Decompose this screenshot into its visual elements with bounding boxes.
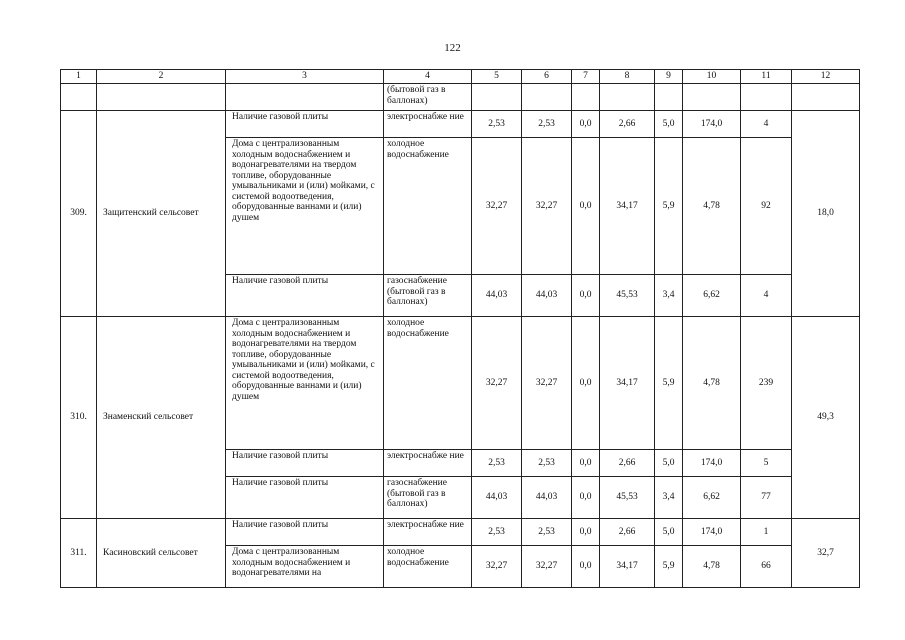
value-cell: 3,4: [655, 275, 683, 317]
value-cell: 1: [741, 519, 792, 546]
value-cell: 3,4: [655, 477, 683, 519]
group-total: 49,3: [792, 317, 860, 519]
value-cell: 2,66: [600, 519, 655, 546]
service-type-cell: (бытовой газ в баллонах): [384, 84, 472, 111]
description-cell: Наличие газовой плиты: [226, 275, 384, 317]
value-cell: 0,0: [572, 138, 600, 275]
description-cell: Дома с централизованным холодным водоснабжением и водонагревателями на твердом топливе, оборудованные умывальниками и (или) мойками, с системой водоотведения, оборудованные ваннами и (или) душем: [226, 317, 384, 450]
value-cell: 32,27: [522, 546, 572, 588]
district-name: Защитенский сельсовет: [97, 111, 226, 317]
value-cell: 2,53: [522, 450, 572, 477]
value-cell: 32,27: [472, 138, 522, 275]
service-type-cell: холодное водоснабжение: [384, 138, 472, 275]
value-cell: 6,62: [683, 477, 741, 519]
value-cell: 0,0: [572, 519, 600, 546]
value-cell: 4,78: [683, 317, 741, 450]
value-cell: 34,17: [600, 317, 655, 450]
value-cell: 2,53: [472, 450, 522, 477]
value-cell: 0,0: [572, 111, 600, 138]
value-cell: 5,0: [655, 111, 683, 138]
value-cell: 44,03: [522, 477, 572, 519]
table-row: [61, 317, 860, 450]
value-cell: 5,9: [655, 317, 683, 450]
row-number: 311.: [61, 519, 97, 588]
value-cell: 4,78: [683, 138, 741, 275]
service-type-cell: холодное водоснабжение: [384, 317, 472, 450]
value-cell: 44,03: [522, 275, 572, 317]
value-cell: 92: [741, 138, 792, 275]
value-cell: 174,0: [683, 450, 741, 477]
value-cell: 5: [741, 450, 792, 477]
value-cell: 174,0: [683, 519, 741, 546]
value-cell: 0,0: [572, 546, 600, 588]
service-type-cell: газоснабжение (бытовой газ в баллонах): [384, 275, 472, 317]
description-cell: Наличие газовой плиты: [226, 519, 384, 546]
value-cell: 2,66: [600, 111, 655, 138]
description-cell: Наличие газовой плиты: [226, 111, 384, 138]
value-cell: 239: [741, 317, 792, 450]
column-header: 8: [600, 70, 655, 84]
description-cell: Наличие газовой плиты: [226, 477, 384, 519]
group-total: 32,7: [792, 519, 860, 588]
value-cell: 0,0: [572, 275, 600, 317]
value-cell: 45,53: [600, 275, 655, 317]
value-cell: 2,53: [522, 519, 572, 546]
value-cell: 66: [741, 546, 792, 588]
value-cell: 32,27: [522, 317, 572, 450]
row-number: 309.: [61, 111, 97, 317]
service-type-cell: газоснабжение (бытовой газ в баллонах): [384, 477, 472, 519]
value-cell: 4: [741, 111, 792, 138]
tariff-table: [60, 69, 860, 588]
value-cell: 32,27: [472, 546, 522, 588]
value-cell: 32,27: [522, 138, 572, 275]
value-cell: 4: [741, 275, 792, 317]
description-cell: Дома с централизованным холодным водоснабжением и водонагревателями на: [226, 546, 384, 588]
column-header: 4: [384, 70, 472, 84]
district-name: Касиновский сельсовет: [97, 519, 226, 588]
value-cell: 5,9: [655, 138, 683, 275]
group-total: 18,0: [792, 111, 860, 317]
value-cell: 34,17: [600, 138, 655, 275]
value-cell: 2,66: [600, 450, 655, 477]
column-header: 2: [97, 70, 226, 84]
value-cell: 0,0: [572, 450, 600, 477]
value-cell: 0,0: [572, 477, 600, 519]
value-cell: 2,53: [472, 111, 522, 138]
value-cell: 5,0: [655, 519, 683, 546]
value-cell: 34,17: [600, 546, 655, 588]
service-type-cell: электроснабже ние: [384, 519, 472, 546]
value-cell: 4,78: [683, 546, 741, 588]
value-cell: 174,0: [683, 111, 741, 138]
value-cell: 5,9: [655, 546, 683, 588]
value-cell: 2,53: [472, 519, 522, 546]
table-row: [61, 111, 860, 138]
column-header: 12: [792, 70, 860, 84]
column-header: 10: [683, 70, 741, 84]
service-type-cell: электроснабже ние: [384, 111, 472, 138]
service-type-cell: электроснабже ние: [384, 450, 472, 477]
value-cell: 45,53: [600, 477, 655, 519]
description-cell: Дома с централизованным холодным водоснабжением и водонагревателями на твердом топливе, оборудованные умывальниками и (или) мойками, с системой водоотведения, оборудованные ваннами и (или) душем: [226, 138, 384, 275]
row-number: 310.: [61, 317, 97, 519]
description-cell: Наличие газовой плиты: [226, 450, 384, 477]
value-cell: 2,53: [522, 111, 572, 138]
column-header: 9: [655, 70, 683, 84]
continuation-row: [61, 84, 860, 111]
value-cell: 0,0: [572, 317, 600, 450]
district-name: Знаменский сельсовет: [97, 317, 226, 519]
column-header-row: [61, 70, 860, 84]
column-header: 3: [226, 70, 384, 84]
table-row: [61, 519, 860, 546]
column-header: 7: [572, 70, 600, 84]
value-cell: 6,62: [683, 275, 741, 317]
value-cell: 44,03: [472, 477, 522, 519]
column-header: 1: [61, 70, 97, 84]
column-header: 6: [522, 70, 572, 84]
page-number: 122: [444, 42, 461, 54]
value-cell: 32,27: [472, 317, 522, 450]
service-type-cell: холодное водоснабжение: [384, 546, 472, 588]
value-cell: 44,03: [472, 275, 522, 317]
column-header: 11: [741, 70, 792, 84]
column-header: 5: [472, 70, 522, 84]
value-cell: 5,0: [655, 450, 683, 477]
value-cell: 77: [741, 477, 792, 519]
